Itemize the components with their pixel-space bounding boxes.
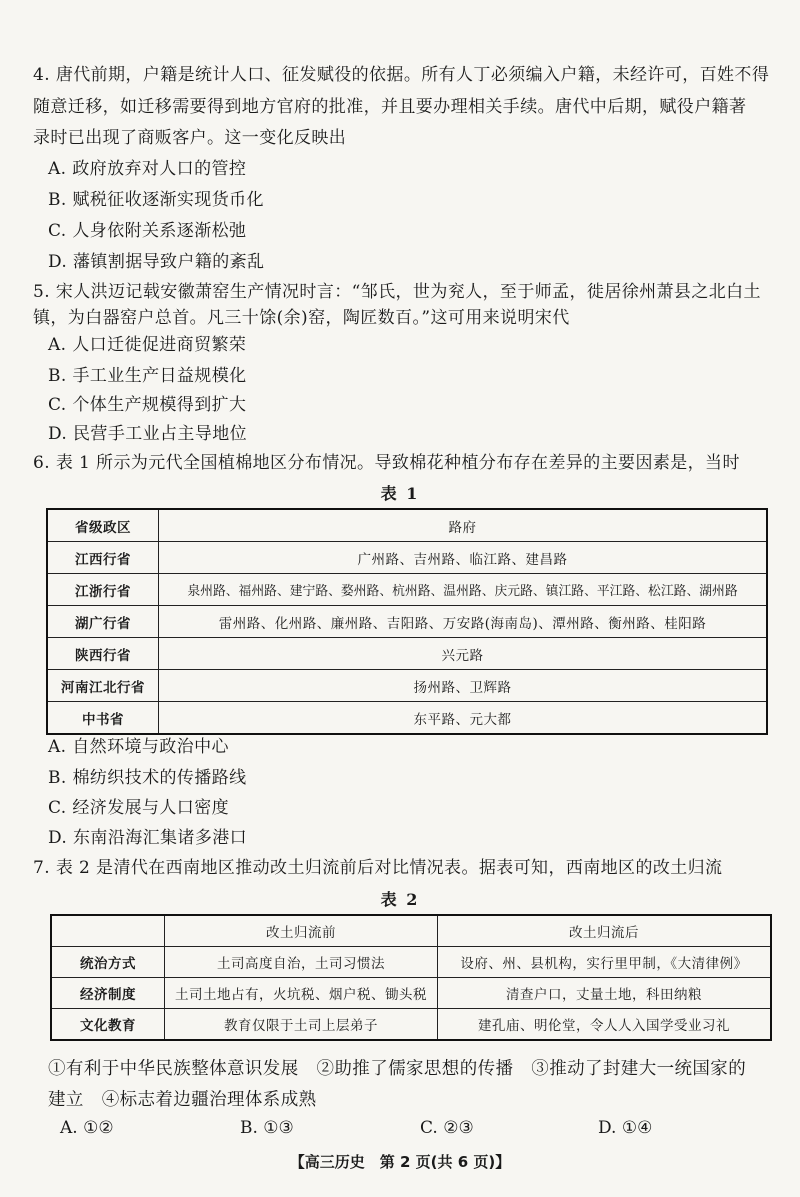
q6-option-b: B. 棉纺织技术的传播路线 — [48, 768, 247, 788]
q4-option-d: D. 藩镇割据导致户籍的紊乱 — [48, 252, 265, 272]
table1-header-row — [47, 509, 767, 542]
q7-statements-line-2: 建立 ④标志着边疆治理体系成熟 — [48, 1090, 317, 1110]
table-row — [51, 978, 771, 1009]
q5-option-b: B. 手工业生产日益规模化 — [48, 366, 247, 386]
table2-cell: 土司土地占有，火坑税、烟户税、锄头税 — [165, 978, 438, 1009]
table1-cell: 河南江北行省 — [47, 670, 159, 702]
q6-option-d: D. 东南沿海汇集诸多港口 — [48, 828, 248, 848]
table2-cell: 设府、州、县机构，实行里甲制，《大清律例》 — [438, 947, 772, 978]
q4-stem-line-3: 录时已出现了商贩客户。这一变化反映出 — [33, 128, 347, 148]
table2-header-cell — [51, 915, 165, 947]
table1-cell: 扬州路、卫辉路 — [159, 670, 768, 702]
table1-cell: 江西行省 — [47, 542, 159, 574]
table1-caption: 表 1 — [380, 484, 420, 503]
q7-option-c: C. ②③ — [420, 1118, 474, 1138]
table2-cell: 清查户口，丈量土地，科田纳粮 — [438, 978, 772, 1009]
table-row — [51, 1009, 771, 1041]
table1-cell: 湖广行省 — [47, 606, 159, 638]
table2-cell: 统治方式 — [51, 947, 165, 978]
table-row — [47, 702, 767, 735]
table2-header-cell: 改土归流后 — [438, 915, 772, 947]
q5-option-d: D. 民营手工业占主导地位 — [48, 424, 248, 444]
q4-option-a: A. 政府放弃对人口的管控 — [48, 159, 247, 179]
q7-option-d: D. ①④ — [598, 1118, 653, 1138]
table2 — [50, 914, 772, 1041]
table-row — [51, 947, 771, 978]
table1-cell: 中书省 — [47, 702, 159, 735]
q7-option-b: B. ①③ — [240, 1118, 294, 1138]
q7-option-a: A. ①② — [60, 1118, 114, 1138]
table1-cell: 陕西行省 — [47, 638, 159, 670]
table1-cell: 兴元路 — [159, 638, 768, 670]
q4-stem-line-1: 4. 唐代前期，户籍是统计人口、征发赋役的依据。所有人丁必须编入户籍，未经许可，百姓不得 — [33, 65, 770, 85]
q6-option-a: A. 自然环境与政治中心 — [48, 737, 229, 757]
table-row — [47, 670, 767, 702]
table1-cell: 东平路、元大都 — [159, 702, 768, 735]
q6-stem-line-1: 6. 表 1 所示为元代全国植棉地区分布情况。导致棉花种植分布存在差异的主要因素是，当时 — [33, 453, 740, 473]
page-footer: 【高三历史 第 2 页(共 6 页)】 — [289, 1153, 511, 1171]
table1 — [46, 508, 768, 735]
table2-header-cell: 改土归流前 — [165, 915, 438, 947]
q4-stem-line-2: 随意迁移，如迁移需要得到地方官府的批准，并且要办理相关手续。唐代中后期，赋役户籍著 — [33, 97, 747, 117]
q5-option-c: C. 个体生产规模得到扩大 — [48, 395, 247, 415]
table-row — [47, 606, 767, 638]
table2-cell: 经济制度 — [51, 978, 165, 1009]
table2-cell: 土司高度自治，土司习惯法 — [165, 947, 438, 978]
table-row — [47, 574, 767, 606]
q5-stem-line-2: 镇，为白器窑户总首。凡三十馀(余)窑，陶匠数百。”这可用来说明宋代 — [33, 308, 570, 328]
table2-cell: 教育仅限于土司上层弟子 — [165, 1009, 438, 1041]
q4-option-b: B. 赋税征收逐渐实现货币化 — [48, 190, 264, 210]
table1-cell: 雷州路、化州路、廉州路、吉阳路、万安路(海南岛)、潭州路、衡州路、桂阳路 — [159, 606, 768, 638]
table2-cell: 建孔庙、明伦堂，令人人入国学受业习礼 — [438, 1009, 772, 1041]
q7-statements-line-1: ①有利于中华民族整体意识发展 ②助推了儒家思想的传播 ③推动了封建大一统国家的 — [48, 1059, 747, 1079]
table2-header-row — [51, 915, 771, 947]
table1-header-cell: 路府 — [159, 509, 768, 542]
table1-cell: 广州路、吉州路、临江路、建昌路 — [159, 542, 768, 574]
table2-caption: 表 2 — [380, 890, 420, 909]
table2-cell: 文化教育 — [51, 1009, 165, 1041]
table-row — [47, 542, 767, 574]
q5-option-a: A. 人口迁徙促进商贸繁荣 — [48, 335, 247, 355]
q6-option-c: C. 经济发展与人口密度 — [48, 798, 230, 818]
table1-cell: 泉州路、福州路、建宁路、婺州路、杭州路、温州路、庆元路、镇江路、平江路、松江路、湖州路 — [159, 574, 768, 606]
q5-stem-line-1: 5. 宋人洪迈记载安徽萧窑生产情况时言：“邹氏，世为兖人，至于师孟，徙居徐州萧县之北白土 — [33, 282, 761, 302]
q7-stem-line-1: 7. 表 2 是清代在西南地区推动改土归流前后对比情况表。据表可知，西南地区的改土归流 — [33, 858, 723, 878]
table1-header-cell: 省级政区 — [47, 509, 159, 542]
table1-cell: 江浙行省 — [47, 574, 159, 606]
q4-option-c: C. 人身依附关系逐渐松弛 — [48, 221, 247, 241]
table-row — [47, 638, 767, 670]
